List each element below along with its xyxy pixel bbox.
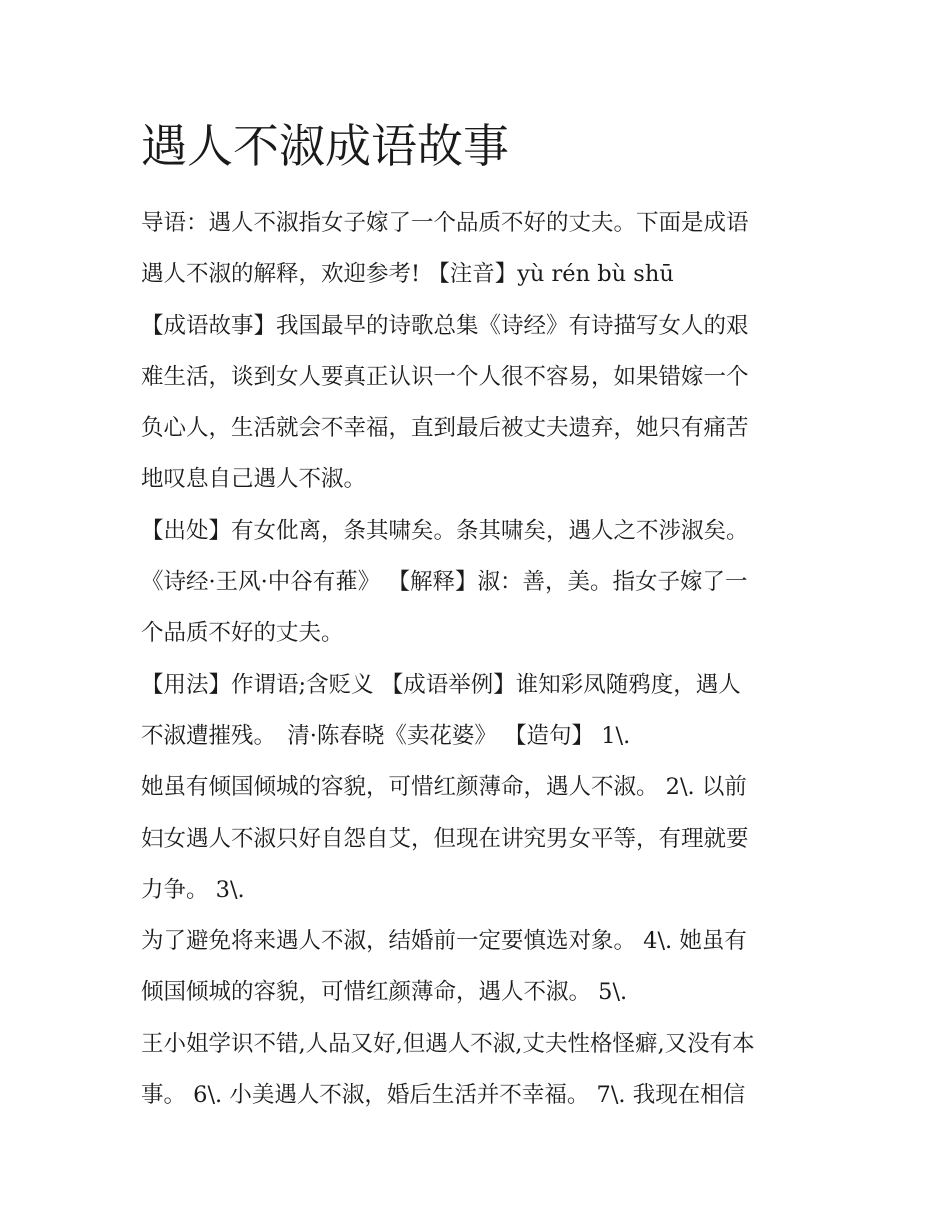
text-line: 导语：遇人不淑指女子嫁了一个品质不好的丈夫。下面是成语 xyxy=(141,210,749,236)
text-line: 倾国倾城的容貌，可惜红颜薄命，遇人不淑。 5\. xyxy=(141,979,628,1006)
text-line: 妇女遇人不淑只好自怨自艾，但现在讲究男女平等，有理就要 xyxy=(141,825,749,852)
text-line: 她虽有倾国倾城的容貌，可惜红颜薄命，遇人不淑。 2\. 以前 xyxy=(141,774,747,801)
text-line: 力争。 3\. xyxy=(141,876,245,903)
text-line: 负心人，生活就会不幸福，直到最后被丈夫遗弃，她只有痛苦 xyxy=(141,415,749,442)
text-line: 【用法】作谓语;含贬义 【成语举例】谁知彩凤随鸦度，遇人 xyxy=(141,671,741,698)
text-line: 地叹息自己遇人不淑。 xyxy=(141,466,367,493)
text-line: 事。 6\. 小美遇人不淑，婚后生活并不幸福。 7\. 我现在相信 xyxy=(141,1082,746,1109)
text-line: 个品质不好的丈夫。 xyxy=(141,620,344,647)
text-line: 不淑遭摧残。 清·陈春晓《卖花婆》 【造句】 1\. xyxy=(141,722,631,749)
document-title: 遇人不淑成语故事 xyxy=(141,119,509,173)
text-line: 为了避免将来遇人不淑，结婚前一定要慎选对象。 4\. 她虽有 xyxy=(141,928,747,955)
text-line: 【成语故事】我国最早的诗歌总集《诗经》有诗描写女人的艰 xyxy=(141,312,749,339)
text-line: 《诗经·王风·中谷有蓷》 【解释】淑：善，美。指女子嫁了一 xyxy=(141,569,748,596)
text-line: 【出处】有女仳离，条其啸矣。条其啸矣，遇人之不涉淑矣。 xyxy=(141,517,749,544)
text-line: 王小姐学识不错,人品又好,但遇人不淑,丈夫性格怪癖,又没有本 xyxy=(141,1030,755,1057)
document-body xyxy=(141,198,831,1121)
text-line: 遇人不淑的解释，欢迎参考! 【注音】yù rén bù shū xyxy=(141,261,674,288)
text-line: 难生活，谈到女人要真正认识一个人很不容易，如果错嫁一个 xyxy=(141,363,749,390)
